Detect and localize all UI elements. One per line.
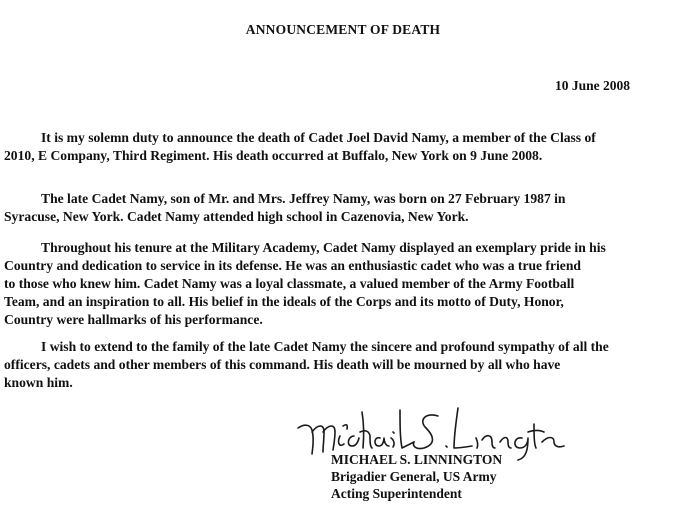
paragraph-line: Team, and an inspiration to all. His belief in the ideals of the Corps and its motto of Duty, Honor, [4, 294, 564, 309]
document-date: 10 June 2008 [555, 78, 631, 93]
signer-rank: Brigadier General, US Army [331, 469, 497, 484]
document-title: ANNOUNCEMENT OF DEATH [245, 22, 441, 37]
paragraph-line: Country and dedication to service in its defense. He was an enthusiastic cadet who was a true friend [4, 258, 581, 273]
paragraph-line: officers, cadets and other members of this command. His death will be mourned by all who have [4, 357, 561, 372]
paragraph-line: I wish to extend to the family of the late Cadet Namy the sincere and profound sympathy of all the [41, 339, 609, 354]
paragraph-line: Syracuse, New York. Cadet Namy attended high school in Cazenovia, New York. [4, 209, 469, 224]
paragraph-3 [4, 239, 674, 329]
signer-name: MICHAEL S. LINNINGTON [331, 452, 503, 467]
paragraph-1 [4, 129, 674, 165]
paragraph-2 [4, 190, 674, 226]
paragraph-line: Country were hallmarks of his performance. [4, 312, 263, 327]
paragraph-line: known him. [4, 375, 73, 390]
signer-position: Acting Superintendent [331, 486, 462, 501]
paragraph-line: Throughout his tenure at the Military Academy, Cadet Namy displayed an exemplary pride in his [41, 240, 606, 255]
paragraph-4 [4, 338, 674, 392]
signature-block [331, 451, 502, 502]
paragraph-line: to those who knew him. Cadet Namy was a loyal classmate, a valued member of the Army Football [4, 276, 575, 291]
paragraph-line: The late Cadet Namy, son of Mr. and Mrs. Jeffrey Namy, was born on 27 February 1987 in [41, 191, 566, 206]
paragraph-line: 2010, E Company, Third Regiment. His death occurred at Buffalo, New York on 9 June 2008. [4, 148, 543, 163]
paragraph-line: It is my solemn duty to announce the death of Cadet Joel David Namy, a member of the Class of [41, 130, 596, 145]
